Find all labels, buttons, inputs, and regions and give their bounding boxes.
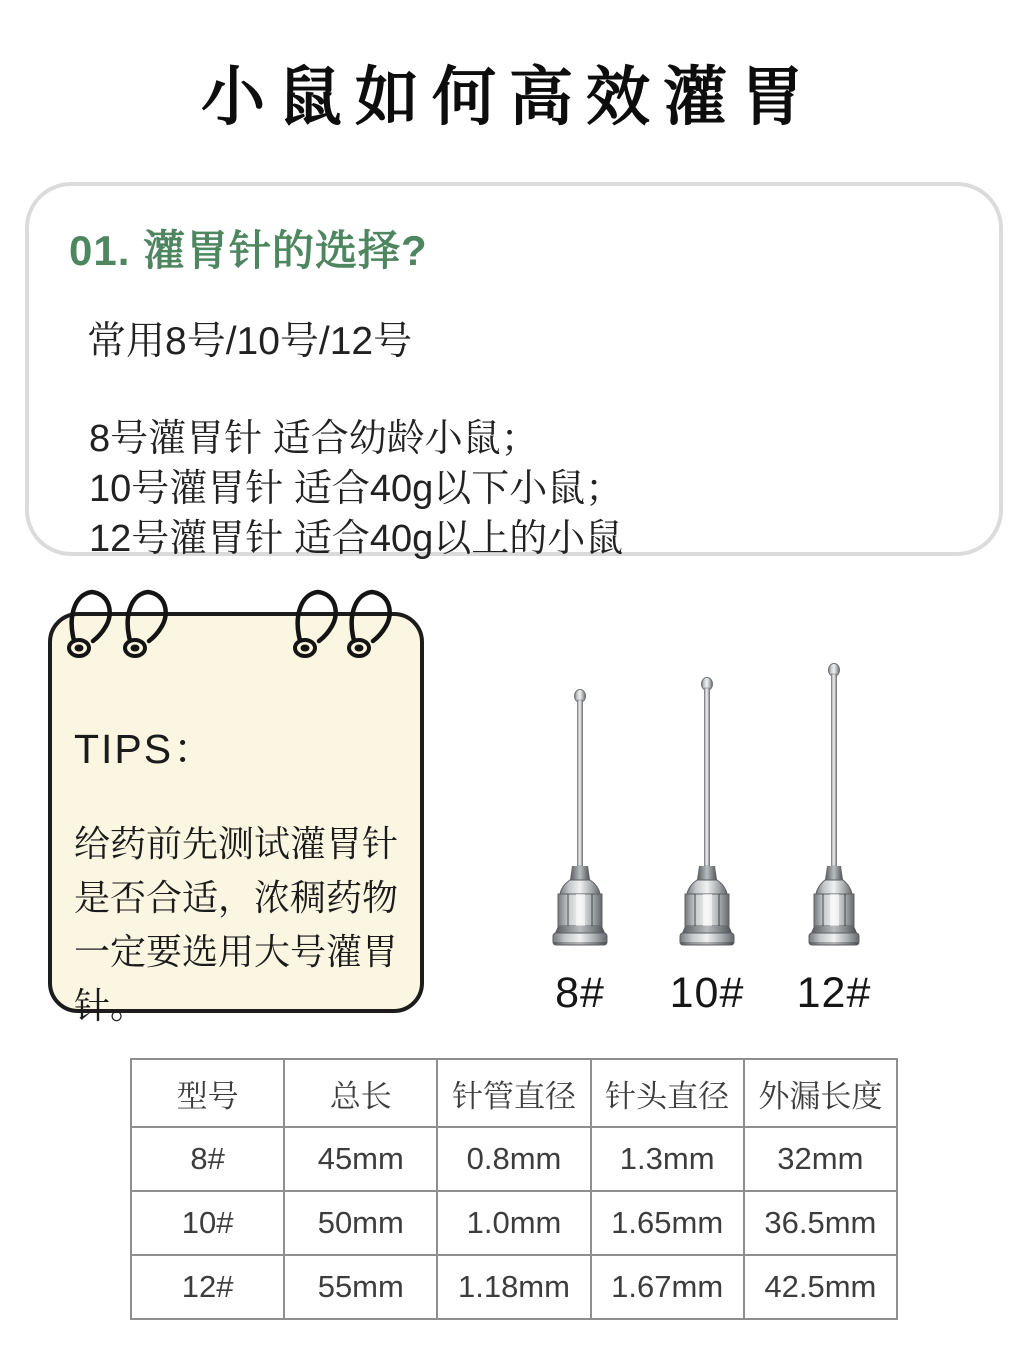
spec-cell: 0.8mm xyxy=(437,1127,590,1191)
binder-ring-icon xyxy=(62,582,122,666)
spec-cell: 1.3mm xyxy=(591,1127,744,1191)
gavage-needle-illustration xyxy=(784,662,884,947)
col-header-model: 型号 xyxy=(131,1059,284,1127)
size-guideline-line: 10号灌胃针 适合40g以下小鼠； xyxy=(89,468,624,510)
needle-label: 8# xyxy=(555,969,605,1017)
spec-cell: 1.18mm xyxy=(437,1255,590,1319)
spec-cell: 32mm xyxy=(744,1127,897,1191)
table-row xyxy=(131,1127,897,1191)
table-header-row xyxy=(131,1059,897,1127)
spec-cell: 36.5mm xyxy=(744,1191,897,1255)
section-heading: 01. 灌胃针的选择? xyxy=(69,227,428,274)
col-header-tip-dia: 针头直径 xyxy=(591,1059,744,1127)
spec-cell: 50mm xyxy=(284,1191,437,1255)
spec-cell: 8# xyxy=(131,1127,284,1191)
spec-table-header xyxy=(131,1059,897,1127)
size-guideline-line: 12号灌胃针 适合40g以上的小鼠 xyxy=(89,518,624,560)
tips-notepad xyxy=(48,612,424,1026)
col-header-length: 总长 xyxy=(284,1059,437,1127)
tips-heading: TIPS： xyxy=(74,726,217,772)
binder-ring-icon xyxy=(118,582,178,666)
gavage-needle-illustration xyxy=(657,662,757,947)
col-header-tube-dia: 针管直径 xyxy=(437,1059,590,1127)
needle-8 xyxy=(530,662,630,1018)
page-title: 小鼠如何高效灌胃 xyxy=(201,61,817,133)
needle-12 xyxy=(784,662,884,1018)
binder-ring-icon xyxy=(288,582,348,666)
spec-cell: 10# xyxy=(131,1191,284,1255)
spec-cell: 45mm xyxy=(284,1127,437,1191)
col-header-exposed: 外漏长度 xyxy=(744,1059,897,1127)
needle-figure xyxy=(530,662,884,1018)
spec-cell: 12# xyxy=(131,1255,284,1319)
binder-ring-icon xyxy=(342,582,402,666)
needle-selection-card xyxy=(25,182,1003,560)
spec-cell: 55mm xyxy=(284,1255,437,1319)
common-sizes-text: 常用8号/10号/12号 xyxy=(87,320,413,363)
gavage-needle-illustration xyxy=(530,662,630,947)
spec-table-body xyxy=(131,1127,897,1319)
table-row xyxy=(131,1255,897,1319)
needle-spec-table xyxy=(130,1058,898,1320)
spec-cell: 42.5mm xyxy=(744,1255,897,1319)
needle-label: 10# xyxy=(669,969,745,1017)
size-guideline-list xyxy=(89,414,959,564)
needle-label: 12# xyxy=(796,969,872,1017)
size-guideline-line: 8号灌胃针 适合幼龄小鼠； xyxy=(89,418,539,460)
spec-cell: 1.65mm xyxy=(591,1191,744,1255)
spec-cell: 1.67mm xyxy=(591,1255,744,1319)
tips-body-text: 给药前先测试灌胃针是否合适，浓稠药物一定要选用大号灌胃针。 xyxy=(74,823,399,1026)
table-row xyxy=(131,1191,897,1255)
needle-10 xyxy=(657,662,757,1018)
spec-cell: 1.0mm xyxy=(437,1191,590,1255)
